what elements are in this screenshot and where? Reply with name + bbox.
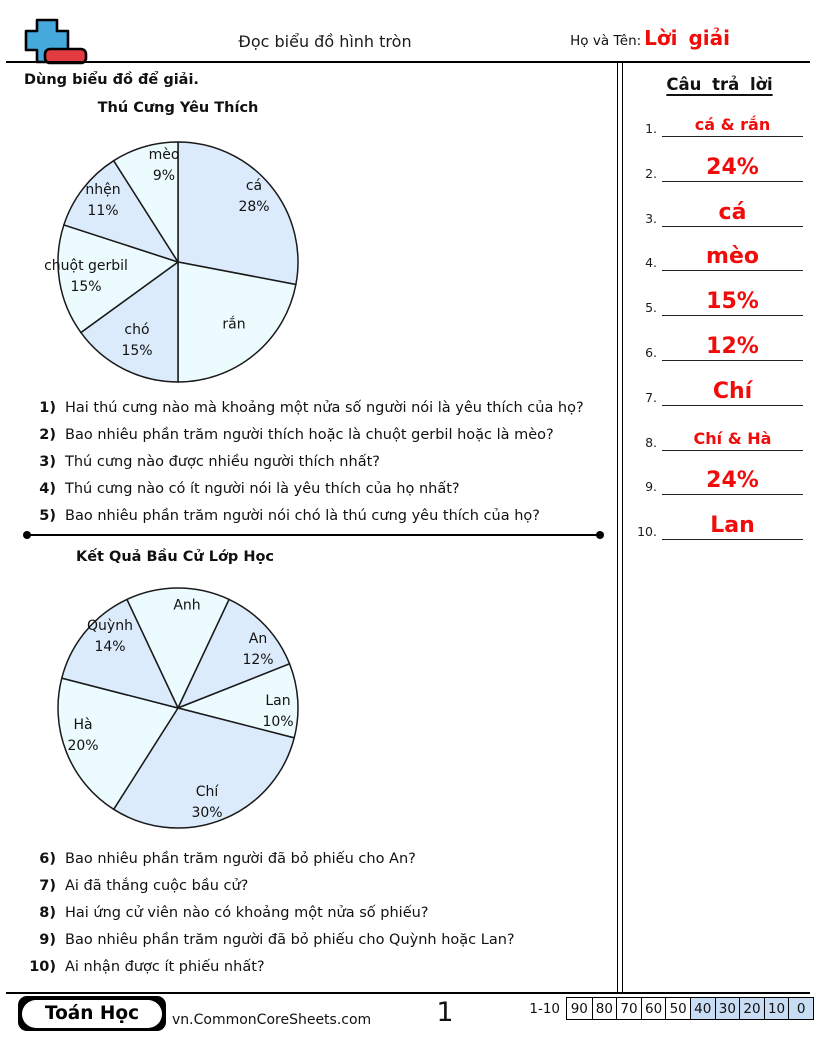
slice-name: Hà	[73, 717, 93, 733]
answer-row	[631, 142, 803, 182]
answer-number: 1.	[645, 121, 657, 136]
name-row	[430, 26, 730, 50]
answers-title: Câu trả lời	[666, 75, 773, 94]
question-row	[24, 926, 610, 953]
question-number: 4)	[39, 480, 56, 497]
question-number: 1)	[39, 400, 56, 417]
slice-percent: 11%	[87, 203, 119, 219]
slice-percent: 9%	[152, 168, 176, 184]
answer-number: 3.	[645, 210, 657, 226]
question-text: Thú cưng nào được nhiều người thích nhất?	[65, 453, 380, 470]
pie-chart-2-title: Kết Quả Bầu Cử Lớp Học	[75, 549, 275, 565]
question-row	[24, 953, 610, 980]
score-cell: 0	[788, 998, 813, 1019]
answer-key-label: Lời giải	[644, 26, 730, 50]
answer-row	[631, 455, 803, 495]
pie-slice-label	[121, 320, 152, 362]
question-number: 2)	[39, 427, 56, 444]
question-text: Bao nhiêu phần trăm người đã bỏ phiếu cho An?	[65, 851, 416, 868]
pie-slice-label	[262, 691, 293, 733]
question-text: Thú cưng nào có ít người nói là yêu thích của họ nhất?	[65, 480, 460, 497]
answer-blank-line	[662, 156, 803, 182]
section-divider	[28, 534, 600, 536]
slice-name: Chí	[195, 784, 219, 800]
answer-row	[631, 187, 803, 227]
answer-text: 15%	[706, 289, 759, 315]
website-text: vn.CommonCoreSheets.com	[172, 1012, 372, 1028]
question-text: Bao nhiêu phần trăm người thích hoặc là chuột gerbil hoặc là mèo?	[65, 427, 554, 444]
slice-percent: 28%	[238, 199, 270, 215]
slice-name: cá	[245, 178, 263, 194]
slice-percent: 14%	[94, 639, 126, 655]
slice-name: chó	[124, 322, 150, 338]
answer-text: Chí & Hà	[693, 428, 772, 448]
pie-slice-label	[149, 145, 180, 187]
answer-row	[631, 97, 803, 137]
question-row	[24, 422, 610, 449]
score-cell: 90	[567, 998, 592, 1019]
question-text: Hai thú cưng nào mà khoảng một nửa số người nói là yêu thích của họ?	[65, 400, 584, 417]
answer-text: 24%	[706, 468, 759, 494]
question-row	[24, 873, 610, 900]
answer-number: 8.	[645, 434, 657, 450]
score-range-label: 1-10	[529, 1001, 560, 1017]
question-row	[24, 900, 610, 927]
answer-text: Chí	[712, 378, 753, 404]
pie-slice-label	[242, 629, 273, 671]
instruction-text: Dùng biểu đồ để giải.	[24, 72, 199, 88]
answer-number: 10.	[637, 524, 657, 540]
answer-blank-line	[662, 335, 803, 361]
pie-chart-favorite-pets	[44, 140, 300, 384]
answer-number: 7.	[645, 389, 657, 405]
pie-chart-1-title: Thú Cưng Yêu Thích	[97, 100, 259, 116]
slice-name: rắn	[222, 316, 246, 333]
answer-row	[631, 411, 803, 451]
divider-dot-left	[23, 531, 31, 539]
slice-percent: 15%	[70, 279, 102, 295]
answer-blank-line	[662, 201, 803, 227]
question-number: 5)	[39, 507, 56, 524]
score-cell: 70	[616, 998, 641, 1019]
pie-slice-label	[85, 180, 120, 222]
question-number: 3)	[39, 453, 56, 470]
pie-slice-label	[173, 596, 200, 617]
slice-name: mèo	[148, 147, 180, 163]
question-text: Ai nhận được ít phiếu nhất?	[65, 958, 265, 975]
answer-number: 5.	[645, 300, 657, 316]
score-cell: 60	[641, 998, 666, 1019]
slice-percent: 10%	[262, 714, 294, 730]
answer-text: 12%	[706, 333, 759, 359]
question-text: Hai ứng cử viên nào có khoảng một nửa số phiếu?	[65, 904, 429, 921]
page-title: Đọc biểu đồ hình tròn	[238, 32, 412, 51]
answer-text: Lan	[710, 513, 755, 539]
answer-blank-line	[662, 245, 803, 271]
question-number: 8)	[39, 904, 56, 921]
brand-badge-label: Toán Học	[22, 1000, 162, 1028]
slice-percent: 12%	[242, 652, 274, 668]
question-text: Bao nhiêu phần trăm người đã bỏ phiếu cho Quỳnh hoặc Lan?	[65, 931, 515, 948]
footer-rule	[6, 992, 810, 994]
question-row	[24, 846, 610, 873]
question-row	[24, 475, 610, 502]
question-number: 6)	[39, 851, 56, 868]
pie-slice-label	[87, 616, 133, 658]
answer-number: 2.	[645, 165, 657, 181]
pie-chart-class-election	[56, 586, 300, 830]
score-cell: 10	[764, 998, 789, 1019]
slice-name: Quỳnh	[87, 618, 133, 634]
answer-blank-line	[662, 115, 803, 137]
answer-number: 9.	[645, 479, 657, 495]
score-cell: 50	[665, 998, 690, 1019]
slice-name: Lan	[265, 693, 291, 709]
answer-row	[631, 276, 803, 316]
brand-plus-minus-logo	[8, 8, 100, 68]
answer-row	[631, 366, 803, 406]
slice-name: An	[248, 631, 268, 647]
question-row	[24, 449, 610, 476]
question-number: 7)	[39, 878, 56, 895]
slice-percent: 20%	[67, 738, 99, 754]
answer-text: mèo	[706, 244, 759, 270]
score-cell: 40	[690, 998, 715, 1019]
answer-number: 4.	[645, 255, 657, 271]
slice-percent: 15%	[121, 343, 153, 359]
score-cell: 30	[715, 998, 740, 1019]
question-text: Ai đã thắng cuộc bầu cử?	[65, 878, 249, 895]
answer-text: 24%	[706, 154, 759, 180]
score-cell: 80	[592, 998, 617, 1019]
answers-panel	[623, 63, 816, 994]
brand-badge	[18, 996, 166, 1031]
pie-slice-label	[67, 715, 98, 757]
pie-slice-label	[238, 176, 269, 218]
answer-row	[631, 500, 803, 540]
page-number: 1	[436, 997, 454, 1028]
name-label: Họ và Tên:	[570, 33, 642, 49]
score-cell: 20	[739, 998, 764, 1019]
score-table	[566, 997, 814, 1020]
answer-blank-line	[662, 429, 803, 451]
answer-row	[631, 321, 803, 361]
answer-text: cá	[718, 199, 747, 225]
question-row	[24, 502, 610, 529]
question-row	[24, 395, 610, 422]
questions-1-5	[24, 395, 610, 529]
slice-name: Anh	[173, 597, 201, 614]
answer-blank-line	[662, 290, 803, 316]
pie-slice-label	[222, 315, 245, 336]
answer-row	[631, 231, 803, 271]
answer-blank-line	[662, 469, 803, 495]
answer-blank-line	[662, 380, 803, 406]
pie-slice-label	[44, 256, 128, 298]
slice-name: chuột gerbil	[44, 258, 128, 274]
question-number: 10)	[29, 958, 56, 975]
pie-slice-label	[191, 782, 222, 824]
divider-dot-right	[596, 531, 604, 539]
answer-text: cá & rắn	[694, 115, 771, 134]
answer-number: 6.	[645, 345, 657, 360]
question-text: Bao nhiêu phần trăm người nói chó là thú cưng yêu thích của họ?	[65, 507, 540, 524]
answer-blank-line	[662, 514, 803, 540]
questions-6-10	[24, 846, 610, 980]
question-number: 9)	[39, 931, 56, 948]
slice-percent: 30%	[191, 805, 223, 821]
slice-name: nhện	[85, 182, 121, 198]
